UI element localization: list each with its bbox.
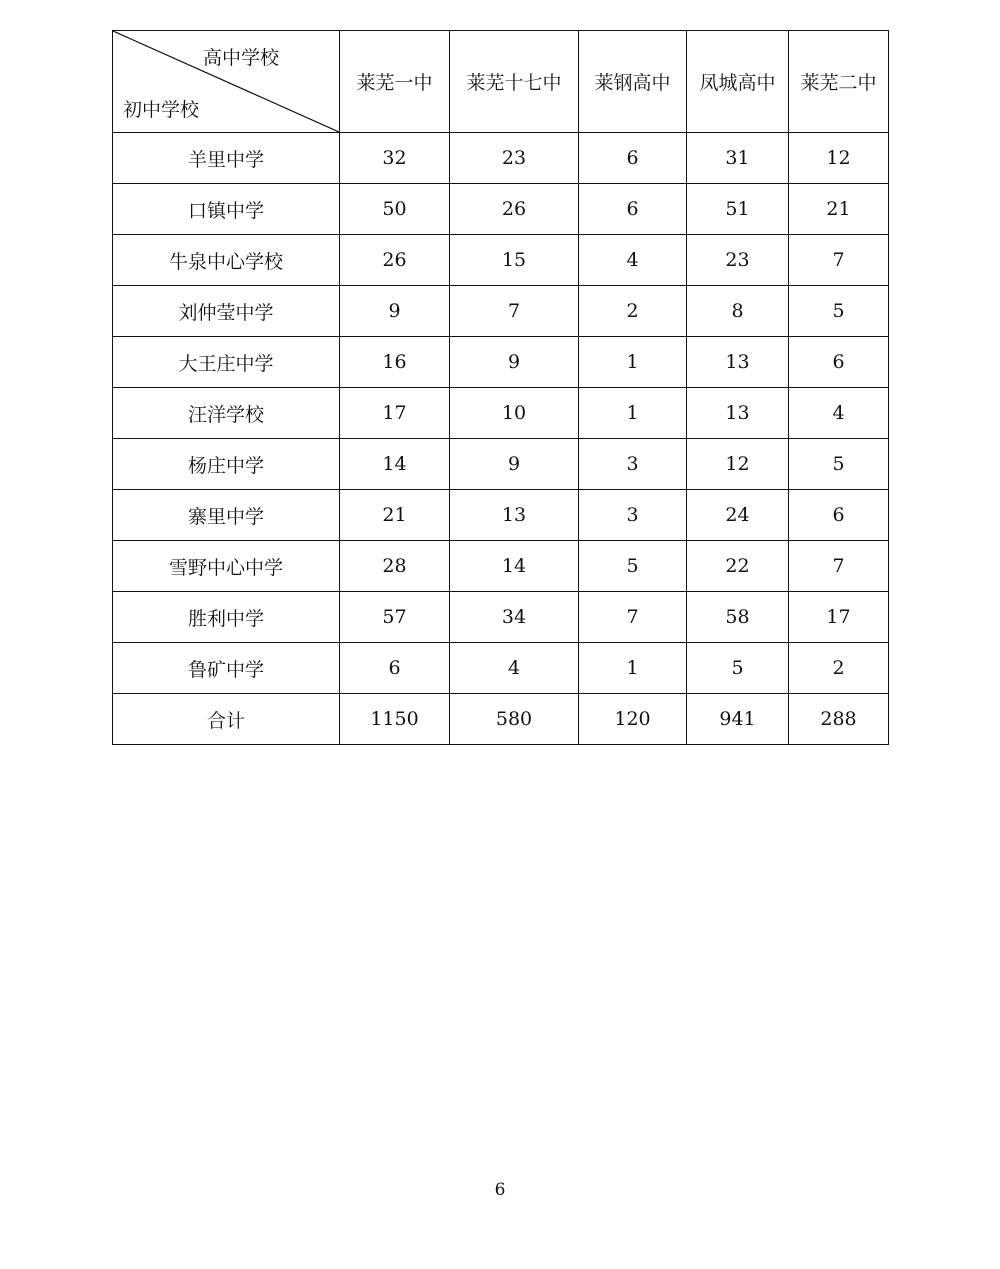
table-cell: 14 [450,541,579,592]
table-cell: 7 [789,235,889,286]
table-cell: 34 [450,592,579,643]
total-cell: 941 [687,694,789,745]
table-cell: 58 [687,592,789,643]
table-cell: 7 [579,592,687,643]
table-row [113,490,889,541]
table-cell: 57 [340,592,450,643]
table-cell: 22 [687,541,789,592]
table-cell: 4 [450,643,579,694]
table-row [113,643,889,694]
allocation-table [112,30,889,745]
row-label: 汪洋学校 [113,388,340,439]
row-label: 口镇中学 [113,184,340,235]
table-cell: 31 [687,133,789,184]
column-header: 莱芜二中 [789,31,889,133]
column-header: 凤城高中 [687,31,789,133]
table-cell: 7 [789,541,889,592]
table-cell: 23 [450,133,579,184]
table-cell: 14 [340,439,450,490]
table-cell: 9 [450,337,579,388]
row-label: 鲁矿中学 [113,643,340,694]
column-header: 莱钢高中 [579,31,687,133]
corner-label-middle-school: 初中学校 [123,99,200,121]
table-cell: 6 [789,490,889,541]
table-cell: 2 [789,643,889,694]
table-row [113,286,889,337]
table-cell: 13 [687,388,789,439]
table-cell: 7 [450,286,579,337]
corner-label-high-school: 高中学校 [203,47,280,69]
table-row [113,592,889,643]
total-label: 合计 [113,694,340,745]
table-cell: 4 [579,235,687,286]
table-row [113,439,889,490]
row-label: 雪野中心中学 [113,541,340,592]
row-label: 寨里中学 [113,490,340,541]
table-cell: 4 [789,388,889,439]
table-cell: 12 [789,133,889,184]
table-cell: 50 [340,184,450,235]
table-cell: 9 [450,439,579,490]
row-label: 羊里中学 [113,133,340,184]
table-cell: 32 [340,133,450,184]
table-row [113,337,889,388]
table-cell: 26 [340,235,450,286]
total-cell: 1150 [340,694,450,745]
table-row [113,541,889,592]
row-label: 胜利中学 [113,592,340,643]
table-cell: 3 [579,490,687,541]
total-cell: 288 [789,694,889,745]
total-row [113,694,889,745]
table-cell: 1 [579,388,687,439]
table-cell: 5 [789,286,889,337]
table-cell: 28 [340,541,450,592]
table-cell: 6 [340,643,450,694]
corner-header-cell [113,31,340,133]
row-label: 刘仲莹中学 [113,286,340,337]
table-cell: 12 [687,439,789,490]
table-row [113,388,889,439]
table-cell: 23 [687,235,789,286]
column-header: 莱芜一中 [340,31,450,133]
table-cell: 2 [579,286,687,337]
row-label: 大王庄中学 [113,337,340,388]
table-cell: 9 [340,286,450,337]
row-label: 杨庄中学 [113,439,340,490]
table-row [113,184,889,235]
table-cell: 17 [340,388,450,439]
table-cell: 24 [687,490,789,541]
table-cell: 3 [579,439,687,490]
table-cell: 13 [450,490,579,541]
total-cell: 120 [579,694,687,745]
table-cell: 16 [340,337,450,388]
table-cell: 10 [450,388,579,439]
row-label: 牛泉中心学校 [113,235,340,286]
table-cell: 17 [789,592,889,643]
table-cell: 15 [450,235,579,286]
table-cell: 6 [789,337,889,388]
table-cell: 51 [687,184,789,235]
table-cell: 1 [579,337,687,388]
table-cell: 1 [579,643,687,694]
table-row [113,235,889,286]
column-header: 莱芜十七中 [450,31,579,133]
table-cell: 13 [687,337,789,388]
page-number: 6 [494,1180,506,1200]
table-cell: 8 [687,286,789,337]
table-cell: 21 [789,184,889,235]
table-cell: 26 [450,184,579,235]
total-cell: 580 [450,694,579,745]
table-cell: 5 [579,541,687,592]
table-cell: 21 [340,490,450,541]
table-cell: 6 [579,184,687,235]
table-cell: 6 [579,133,687,184]
table-row [113,133,889,184]
header-row [113,31,889,133]
table-cell: 5 [687,643,789,694]
table-cell: 5 [789,439,889,490]
